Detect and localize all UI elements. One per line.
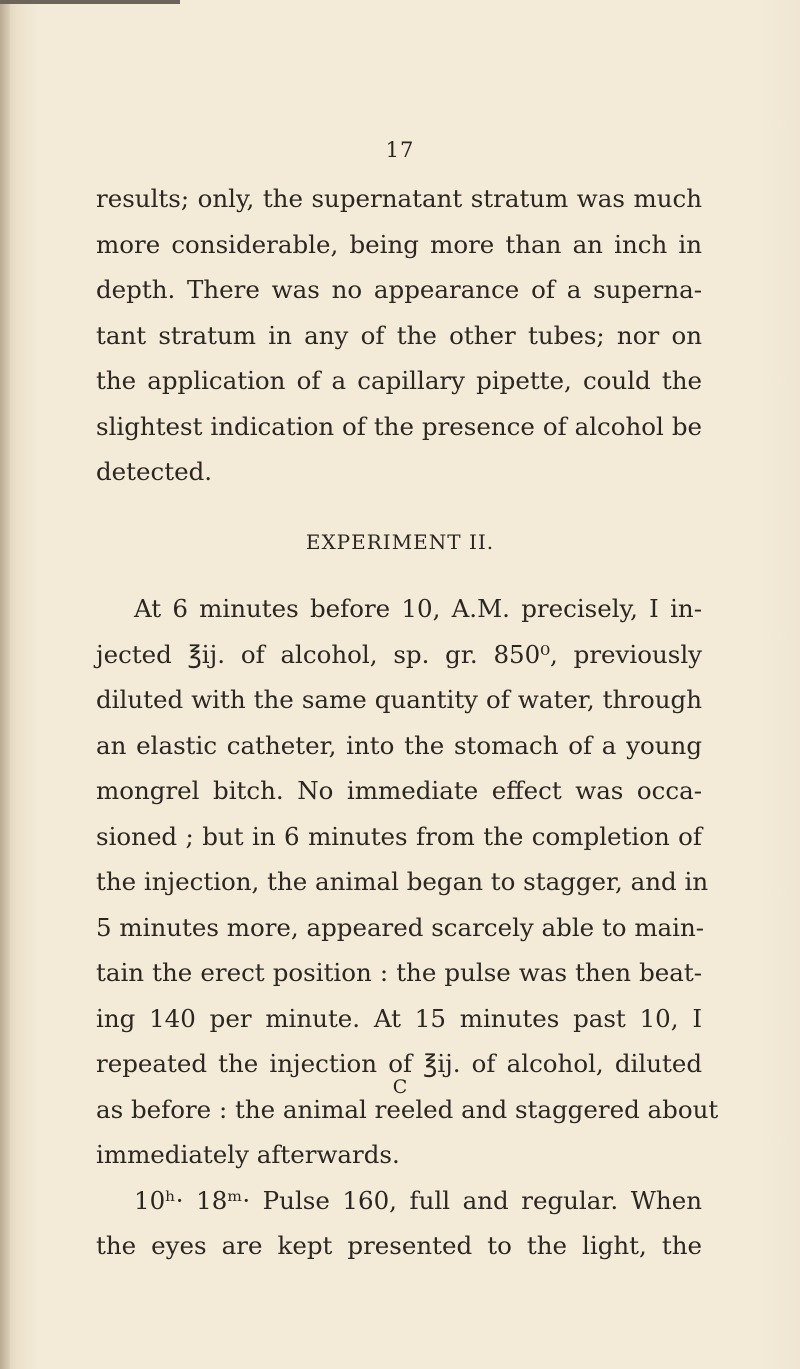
text-line: jected ℥ij. of alcohol, sp. gr. 850⁰, previously <box>96 639 702 669</box>
text-line: mongrel bitch. No immediate effect was occa- <box>96 776 702 805</box>
binding-edge <box>0 0 10 1369</box>
text-line: depth. There was no appearance of a superna- <box>96 275 702 304</box>
section-heading: EXPERIMENT II. <box>305 530 495 554</box>
text-line: At 6 minutes before 10, A.M. precisely, I in- <box>134 594 702 623</box>
text-line: more considerable, being more than an inch in <box>96 229 702 259</box>
text-line: 5 minutes more, appeared scarcely able to main- <box>96 912 705 942</box>
text-line: as before : the animal reeled and staggered about <box>96 1094 719 1124</box>
text-line: the eyes are kept presented to the light, the <box>96 1231 702 1260</box>
text-line: tain the erect position : the pulse was then beat- <box>96 958 702 987</box>
paragraph-experiment <box>96 586 719 1269</box>
text-line: immediately afterwards. <box>96 1140 400 1169</box>
text-line: the application of a capillary pipette, could the <box>96 366 702 395</box>
text-line: detected. <box>96 457 213 486</box>
paragraph-results <box>96 176 702 495</box>
text-line: an elastic catheter, into the stomach of a young <box>96 730 702 760</box>
top-rule <box>0 0 180 4</box>
text-line: 10ʰ· 18ᵐ· Pulse 160, full and regular. When <box>134 1185 702 1215</box>
text-line: the injection, the animal began to stagger, and in <box>96 867 709 896</box>
signature-mark: C <box>392 1076 408 1098</box>
text-line: repeated the injection of ℥ij. of alcohol, diluted <box>96 1049 702 1078</box>
text-line: results; only, the supernatant stratum was much <box>96 184 702 213</box>
text-line: tant stratum in any of the other tubes; nor on <box>96 320 702 350</box>
text-line: sioned ; but in 6 minutes from the completion of <box>96 821 702 851</box>
text-line: diluted with the same quantity of water, through <box>96 685 702 714</box>
text-line: ing 140 per minute. At 15 minutes past 10, I <box>96 1003 702 1033</box>
text-line: slightest indication of the presence of alcohol be <box>96 411 702 441</box>
page-number: 17 <box>385 138 415 162</box>
